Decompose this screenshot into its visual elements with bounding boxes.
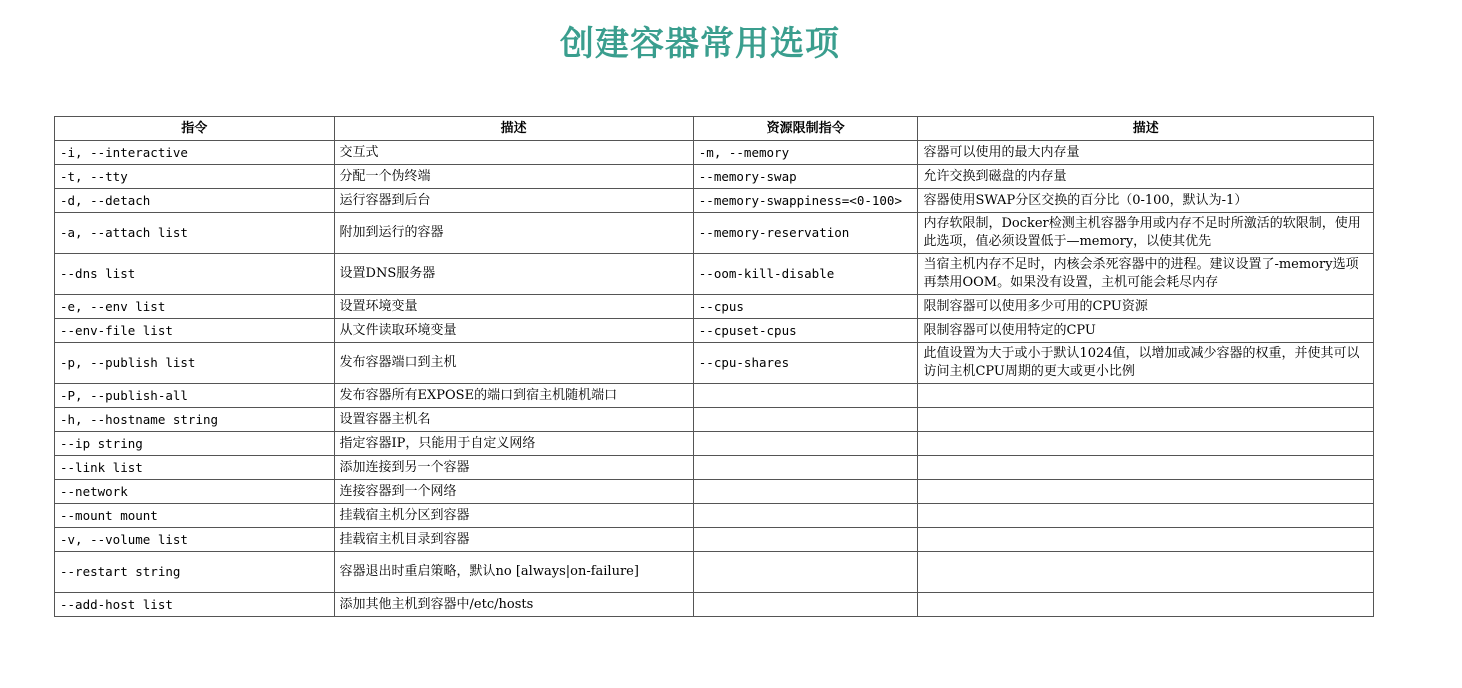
resource-option-cell (693, 480, 918, 504)
description-cell: 设置DNS服务器 (334, 254, 693, 295)
description-cell: 设置环境变量 (334, 295, 693, 319)
table-row (55, 319, 1374, 343)
resource-description-cell (918, 480, 1374, 504)
option-cell: -h, --hostname string (55, 408, 335, 432)
resource-description-cell (918, 528, 1374, 552)
table-row (55, 552, 1374, 593)
resource-option-cell (693, 408, 918, 432)
resource-description-cell (918, 504, 1374, 528)
option-cell: --env-file list (55, 319, 335, 343)
resource-option-cell: --cpu-shares (693, 343, 918, 384)
table-row (55, 528, 1374, 552)
resource-option-cell (693, 456, 918, 480)
resource-description-cell (918, 432, 1374, 456)
description-cell: 从文件读取环境变量 (334, 319, 693, 343)
resource-option-cell: --cpus (693, 295, 918, 319)
table-row (55, 295, 1374, 319)
table-row (55, 254, 1374, 295)
description-cell: 指定容器IP，只能用于自定义网络 (334, 432, 693, 456)
description-cell: 运行容器到后台 (334, 189, 693, 213)
table-row (55, 343, 1374, 384)
table-row (55, 456, 1374, 480)
option-cell: -i, --interactive (55, 141, 335, 165)
resource-description-cell: 限制容器可以使用多少可用的CPU资源 (918, 295, 1374, 319)
table-row (55, 432, 1374, 456)
resource-description-cell (918, 408, 1374, 432)
resource-option-cell: --oom-kill-disable (693, 254, 918, 295)
description-cell: 连接容器到一个网络 (334, 480, 693, 504)
table-row (55, 384, 1374, 408)
table-header-row (55, 117, 1374, 141)
description-cell: 挂载宿主机目录到容器 (334, 528, 693, 552)
option-cell: --mount mount (55, 504, 335, 528)
option-cell: --ip string (55, 432, 335, 456)
resource-option-cell (693, 384, 918, 408)
resource-option-cell (693, 593, 918, 617)
page-title: 创建容器常用选项 (560, 24, 840, 64)
resource-description-cell (918, 552, 1374, 593)
description-cell: 发布容器所有EXPOSE的端口到宿主机随机端口 (334, 384, 693, 408)
option-cell: -a, --attach list (55, 213, 335, 254)
option-cell: -v, --volume list (55, 528, 335, 552)
table-row (55, 504, 1374, 528)
resource-description-cell: 此值设置为大于或小于默认1024值，以增加或减少容器的权重，并使其可以访问主机CPU周期的更大或更小比例 (918, 343, 1374, 384)
table-row (55, 165, 1374, 189)
description-cell: 挂载宿主机分区到容器 (334, 504, 693, 528)
options-table (54, 116, 1374, 617)
resource-description-cell: 容器可以使用的最大内存量 (918, 141, 1374, 165)
option-cell: --link list (55, 456, 335, 480)
description-cell: 添加连接到另一个容器 (334, 456, 693, 480)
table-row (55, 408, 1374, 432)
resource-description-cell (918, 456, 1374, 480)
resource-option-cell: --memory-reservation (693, 213, 918, 254)
description-cell: 发布容器端口到主机 (334, 343, 693, 384)
header-option: 指令 (55, 117, 335, 141)
resource-description-cell (918, 384, 1374, 408)
option-cell: -t, --tty (55, 165, 335, 189)
table-row (55, 593, 1374, 617)
description-cell: 附加到运行的容器 (334, 213, 693, 254)
resource-option-cell: -m, --memory (693, 141, 918, 165)
description-cell: 容器退出时重启策略，默认no [always|on-failure] (334, 552, 693, 593)
description-cell: 分配一个伪终端 (334, 165, 693, 189)
table-row (55, 480, 1374, 504)
resource-description-cell: 当宿主机内存不足时，内核会杀死容器中的进程。建议设置了-memory选项再禁用OOM。如果没有设置，主机可能会耗尽内存 (918, 254, 1374, 295)
description-cell: 设置容器主机名 (334, 408, 693, 432)
description-cell: 交互式 (334, 141, 693, 165)
resource-option-cell (693, 432, 918, 456)
option-cell: -P, --publish-all (55, 384, 335, 408)
table-row (55, 141, 1374, 165)
resource-option-cell (693, 552, 918, 593)
resource-description-cell: 内存软限制，Docker检测主机容器争用或内存不足时所激活的软限制，使用此选项，值必须设置低于—memory，以使其优先 (918, 213, 1374, 254)
header-resource-description: 描述 (918, 117, 1374, 141)
resource-description-cell: 限制容器可以使用特定的CPU (918, 319, 1374, 343)
resource-option-cell: --cpuset-cpus (693, 319, 918, 343)
resource-description-cell (918, 593, 1374, 617)
option-cell: -e, --env list (55, 295, 335, 319)
resource-option-cell (693, 528, 918, 552)
option-cell: --network (55, 480, 335, 504)
option-cell: -d, --detach (55, 189, 335, 213)
option-cell: --add-host list (55, 593, 335, 617)
resource-description-cell: 容器使用SWAP分区交换的百分比（0-100，默认为-1） (918, 189, 1374, 213)
resource-option-cell (693, 504, 918, 528)
option-cell: -p, --publish list (55, 343, 335, 384)
resource-description-cell: 允许交换到磁盘的内存量 (918, 165, 1374, 189)
header-resource-option: 资源限制指令 (693, 117, 918, 141)
description-cell: 添加其他主机到容器中/etc/hosts (334, 593, 693, 617)
option-cell: --dns list (55, 254, 335, 295)
table-row (55, 189, 1374, 213)
resource-option-cell: --memory-swap (693, 165, 918, 189)
header-description: 描述 (334, 117, 693, 141)
option-cell: --restart string (55, 552, 335, 593)
table-row (55, 213, 1374, 254)
resource-option-cell: --memory-swappiness=<0-100> (693, 189, 918, 213)
